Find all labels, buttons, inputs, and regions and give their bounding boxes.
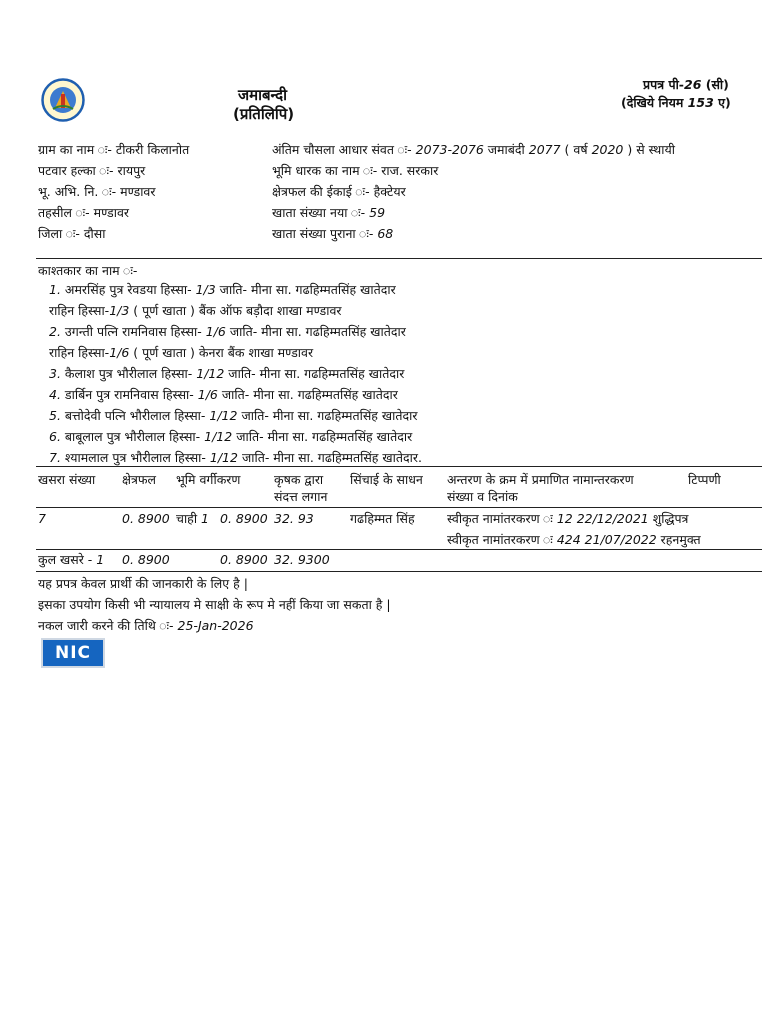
col-header-mutation-2: संख्या व दिनांक xyxy=(447,489,518,504)
account-number-old: खाता संख्या पुराना ः- 68 xyxy=(272,226,394,241)
nic-logo: NIC xyxy=(41,638,105,668)
total-khasra: कुल खसरे - 1 xyxy=(38,552,105,567)
patwar-halka: पटवार हल्का ः- रायपुर xyxy=(38,163,146,178)
cell-mutation-1: स्वीकृत नामांतरकरण ः 12 22/12/2021 शुद्धिपत्र xyxy=(447,511,689,526)
legal-note: इसका उपयोग किसी भी न्यायालय मे साक्षी के रूप मे नहीं किया जा सकता है | xyxy=(38,597,391,612)
col-header-lagan: कृषक द्वारा xyxy=(274,472,324,487)
area-unit: क्षेत्रफल की ईकाई ः- हैक्टेयर xyxy=(272,184,406,199)
land-holder: भूमि धारक का नाम ः- राज. सरकार xyxy=(272,163,439,178)
table-header-border xyxy=(36,507,762,508)
col-header-khasra: खसरा संख्या xyxy=(38,472,96,487)
cell-area: 0. 8900 xyxy=(122,511,170,526)
issue-date: नकल जारी करने की तिथि ः- 25-Jan-2026 xyxy=(38,618,254,633)
table-total-border xyxy=(36,549,762,550)
col-header-irrigation: सिंचाई के साधन xyxy=(350,472,423,487)
district: जिला ः- दौसा xyxy=(38,226,106,241)
tehsil: तहसील ः- मण्डावर xyxy=(38,205,130,220)
cultivator-entry: 7. श्यामलाल पुत्र भौरीलाल हिस्सा- 1/12 जाति- मीना सा. गढहिम्मतसिंह खातेदार. xyxy=(49,450,422,465)
cultivator-entry: राहिन हिस्सा-1/6 ( पूर्ण खाता ) केनरा बैंक शाखा मण्डावर xyxy=(49,345,314,360)
cultivator-entry: 5. बत्तोदेवी पत्नि भौरीलाल हिस्सा- 1/12 जाति- मीना सा. गढहिम्मतसिंह खातेदार xyxy=(49,408,418,423)
info-note: यह प्रपत्र केवल प्रार्थी की जानकारी के लिए है | xyxy=(38,576,248,591)
rule-reference: (देखिये नियम 153 ए) xyxy=(621,95,731,110)
cultivator-entry: 4. डार्बिन पुत्र रामनिवास हिस्सा- 1/6 जाति- मीना सा. गढहिम्मतसिंह खातेदार xyxy=(49,387,398,402)
cultivator-entry: 6. बाबूलाल पुत्र भौरीलाल हिस्सा- 1/12 जाति- मीना सा. गढहिम्मतसिंह खातेदार xyxy=(49,429,413,444)
settlement-basis: अंतिम चौसला आधार संवत ः- 2073-2076 जमाबंदी 2077 ( वर्ष 2020 ) से स्थायी xyxy=(272,142,675,157)
village-name: ग्राम का नाम ः- टीकरी किलानोत xyxy=(38,142,190,157)
col-header-area: क्षेत्रफल xyxy=(122,472,156,487)
cell-khasra: 7 xyxy=(38,511,46,526)
cultivator-entry: 3. कैलाश पुत्र भौरीलाल हिस्सा- 1/12 जाति- मीना सा. गढहिम्मतसिंह खातेदार xyxy=(49,366,405,381)
form-code: प्रपत्र पी-26 (सी) xyxy=(643,77,729,92)
cell-mutation-2: स्वीकृत नामांतरकरण ः 424 21/07/2022 रहनमुक्त xyxy=(447,532,701,547)
cell-irrigation: गढहिम्मत सिंह xyxy=(350,511,415,526)
cell-lagan: 32. 93 xyxy=(274,511,314,526)
cultivator-entry: राहिन हिस्सा-1/3 ( पूर्ण खाता ) बैंक ऑफ बड़ौदा शाखा मण्डावर xyxy=(49,303,342,318)
rajasthan-revenue-seal-logo xyxy=(38,78,88,122)
total-area: 0. 8900 xyxy=(122,552,170,567)
document-title: जमाबन्दी xyxy=(238,86,288,104)
table-bottom-border xyxy=(36,571,762,572)
document-subtitle: (प्रतिलिपि) xyxy=(233,105,295,123)
col-header-lagan-2: संदत्त लगान xyxy=(274,489,328,504)
col-header-remarks: टिप्पणी xyxy=(688,472,721,487)
cell-classification: चाही 1 xyxy=(176,511,209,526)
table-top-border xyxy=(36,466,762,467)
col-header-mutation: अन्तरण के क्रम में प्रमाणित नामान्तरकरण xyxy=(447,472,634,487)
cultivator-entry: 1. अमरसिंह पुत्र रेवडया हिस्सा- 1/3 जाति- मीना सा. गढहिम्मतसिंह खातेदार xyxy=(49,282,396,297)
account-number-new: खाता संख्या नया ः- 59 xyxy=(272,205,386,220)
cultivators-heading: काश्तकार का नाम ः- xyxy=(38,263,138,278)
land-record-inspector: भू. अभि. नि. ः- मण्डावर xyxy=(38,184,156,199)
cell-classification-area: 0. 8900 xyxy=(220,511,268,526)
total-classification-area: 0. 8900 xyxy=(220,552,268,567)
divider xyxy=(36,258,762,259)
total-lagan: 32. 9300 xyxy=(274,552,330,567)
col-header-classification: भूमि वर्गीकरण xyxy=(176,472,241,487)
cultivator-entry: 2. उगन्ती पत्नि रामनिवास हिस्सा- 1/6 जाति- मीना सा. गढहिम्मतसिंह खातेदार xyxy=(49,324,406,339)
